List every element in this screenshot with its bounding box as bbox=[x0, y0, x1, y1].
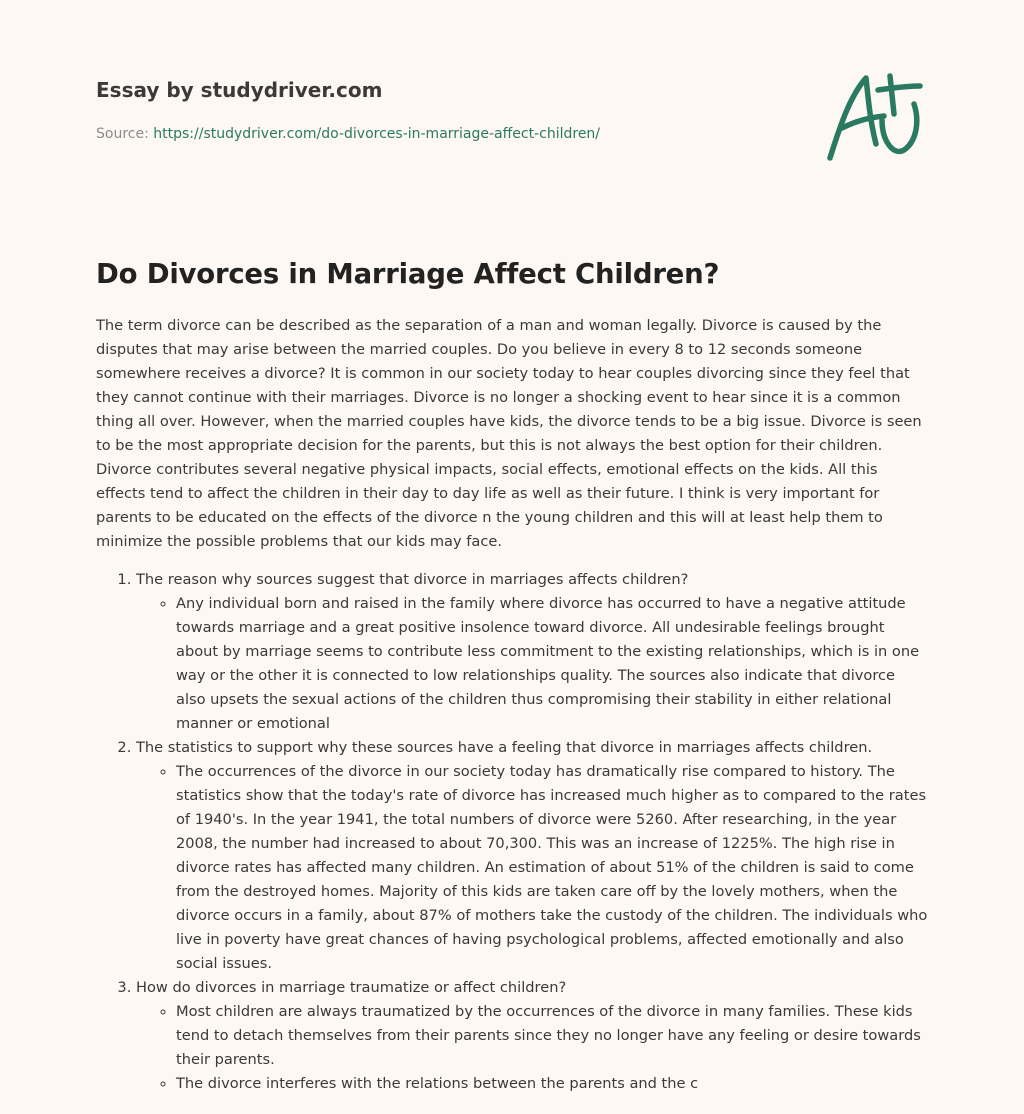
outline-item bbox=[136, 976, 929, 1096]
essay-title: Do Divorces in Marriage Affect Children? bbox=[96, 258, 720, 290]
outline-points bbox=[136, 1000, 929, 1096]
outline-list bbox=[96, 568, 929, 1096]
a-plus-logo bbox=[820, 66, 930, 166]
site-title: Essay by studydriver.com bbox=[96, 78, 383, 102]
outline-points bbox=[136, 760, 929, 976]
outline-heading: The reason why sources suggest that divorce in marriages affects children? bbox=[136, 571, 689, 588]
intro-paragraph: The term divorce can be described as the separation of a man and woman legally. Divorce is caused by the disputes that may arise between the married couples. Do you believe in every 8 to 12 seconds someone somewhere receives a divorce? It is common in our society today to hear couples divorcing since they feel that they cannot continue with their marriages. Divorce is no longer a shocking event to hear since it is a common thing all over. However, when the married couples have kids, the divorce tends to be a big issue. Divorce is seen to be the most appropriate decision for the parents, but this is not always the best option for their children. Divorce contributes several negative physical impacts, social effects, emotional effects on the kids. All this effects tend to affect the children in their day to day life as well as their future. I think is very important for parents to be educated on the effects of the divorce n the young children and this will at least help them to minimize the possible problems that our kids may face. bbox=[96, 317, 922, 550]
a-plus-logo-icon bbox=[820, 66, 930, 166]
source-label: Source: bbox=[96, 126, 149, 142]
outline-item bbox=[136, 568, 929, 736]
outline-item bbox=[136, 736, 929, 976]
outline-heading: The statistics to support why these sources have a feeling that divorce in marriages affects children. bbox=[136, 739, 873, 756]
outline-point: ◦ Most children are always traumatized by the occurrences of the divorce in many families. These kids tend to detach themselves from their parents since they no longer have any feeling or desire towards their parents. bbox=[176, 1000, 929, 1072]
outline-point: ◦ The divorce interferes with the relations between the parents and the c bbox=[176, 1072, 929, 1096]
source-link[interactable]: https://studydriver.com/do-divorces-in-marriage-affect-children/ bbox=[153, 126, 601, 142]
outline-point: ◦ Any individual born and raised in the family where divorce has occurred to have a negative attitude towards marriage and a great positive insolence toward divorce. All undesirable feelings brought about by marriage seems to contribute less commitment to the existing relationships, which is in one way or the other it is connected to low relationships quality. The sources also indicate that divorce also upsets the sexual actions of the children thus compromising their stability in either relational manner or emotional bbox=[176, 592, 929, 736]
outline-heading: How do divorces in marriage traumatize or affect children? bbox=[136, 979, 567, 996]
outline-point: ◦ The occurrences of the divorce in our society today has dramatically rise compared to history. The statistics show that the today's rate of divorce has increased much higher as to compared to the rates of 1940's. In the year 1941, the total numbers of divorce were 5260. After researching, in the year 2008, the number had increased to about 70,300. This was an increase of 1225%. The high rise in divorce rates has affected many children. An estimation of about 51% of the children is said to come from the destroyed homes. Majority of this kids are taken care off by the lovely mothers, when the divorce occurs in a family, about 87% of mothers take the custody of the children. The individuals who live in poverty have great chances of having psychological problems, affected emotionally and also social issues. bbox=[176, 760, 929, 976]
outline-points bbox=[136, 592, 929, 736]
page-header bbox=[96, 76, 796, 144]
essay-body bbox=[96, 314, 929, 1096]
source-line bbox=[96, 124, 796, 144]
